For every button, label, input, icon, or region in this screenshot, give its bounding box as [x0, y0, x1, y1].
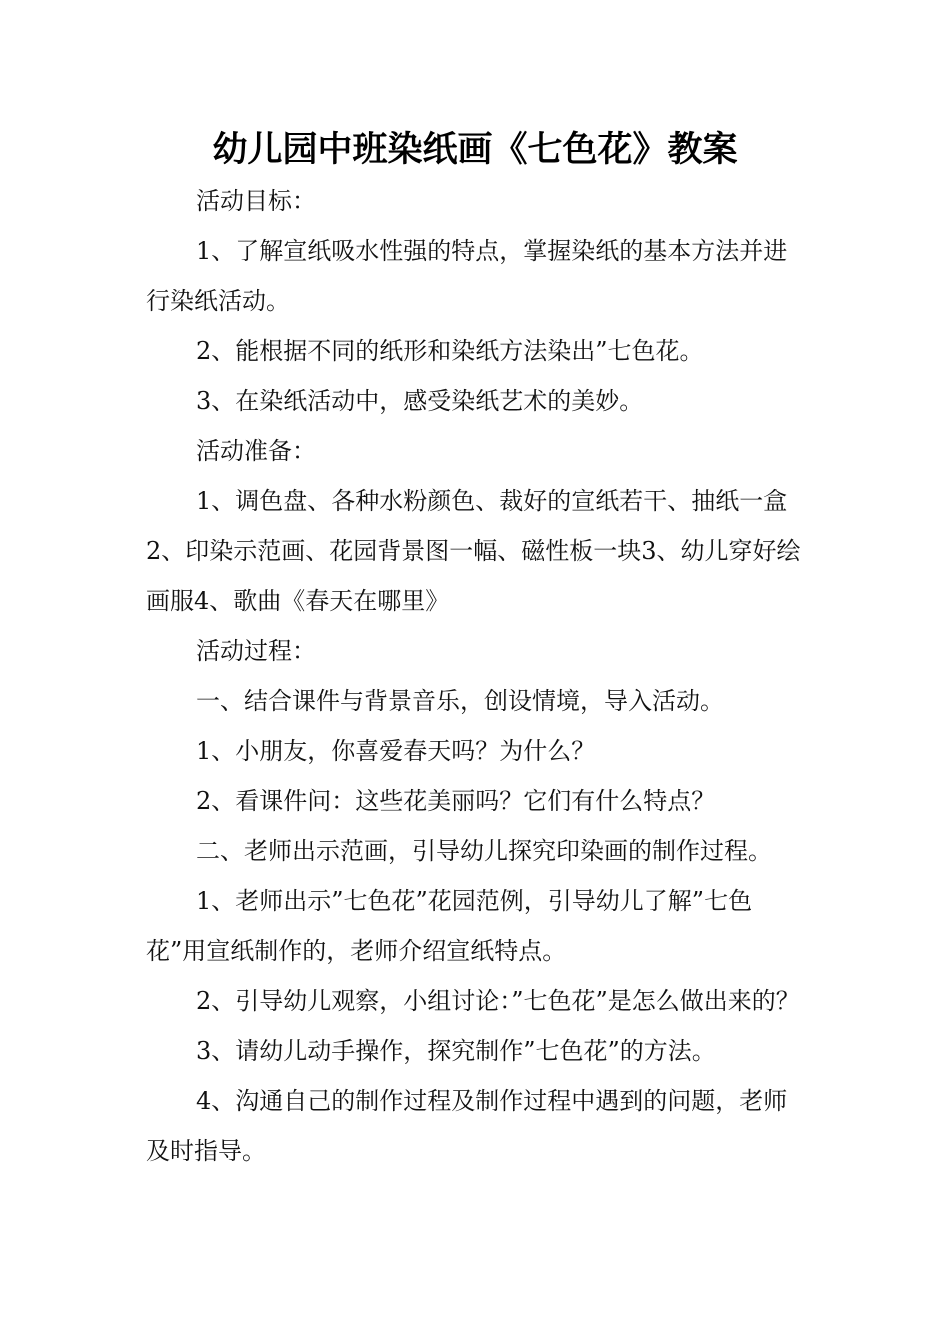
- process-step-1-question-1: 1、小朋友，你喜爱春天吗？为什么？: [196, 737, 596, 765]
- process-step-2-item-4: 4、沟通自己的制作过程及制作过程中遇到的问题，老师及时指导。: [146, 1087, 788, 1165]
- goal-item-1: 1、了解宣纸吸水性强的特点，掌握染纸的基本方法并进行染纸活动。: [146, 237, 788, 315]
- process-step-1-question-2: 2、看课件问：这些花美丽吗？它们有什么特点？: [196, 787, 716, 815]
- process-step-2-item-2: 2、引导幼儿观察，小组讨论：”七色花”是怎么做出来的？: [196, 987, 800, 1015]
- goal-item-3: 3、在染纸活动中，感受染纸艺术的美妙。: [196, 387, 644, 415]
- document-title: 幼儿园中班染纸画《七色花》教案: [212, 130, 738, 170]
- process-step-1: 一、结合课件与背景音乐，创设情境，导入活动。: [196, 687, 724, 715]
- section-heading-process: 活动过程：: [196, 637, 316, 665]
- process-step-2-item-1: 1、老师出示”七色花”花园范例，引导幼儿了解”七色花”用宣纸制作的，老师介绍宣纸特点。: [146, 887, 753, 965]
- goal-item-2: 2、能根据不同的纸形和染纸方法染出”七色花。: [196, 337, 704, 365]
- process-step-2-item-3: 3、请幼儿动手操作，探究制作”七色花”的方法。: [196, 1037, 716, 1065]
- document-body: [146, 176, 808, 1176]
- preparation-list: 1、调色盘、各种水粉颜色、裁好的宣纸若干、抽纸一盒2、印染示范画、花园背景图一幅、磁性板一块3、幼儿穿好绘画服4、歌曲《春天在哪里》: [146, 487, 801, 615]
- section-heading-goals: 活动目标：: [196, 187, 316, 215]
- process-step-2: 二、老师出示范画，引导幼儿探究印染画的制作过程。: [196, 837, 772, 865]
- section-heading-preparation: 活动准备：: [196, 437, 316, 465]
